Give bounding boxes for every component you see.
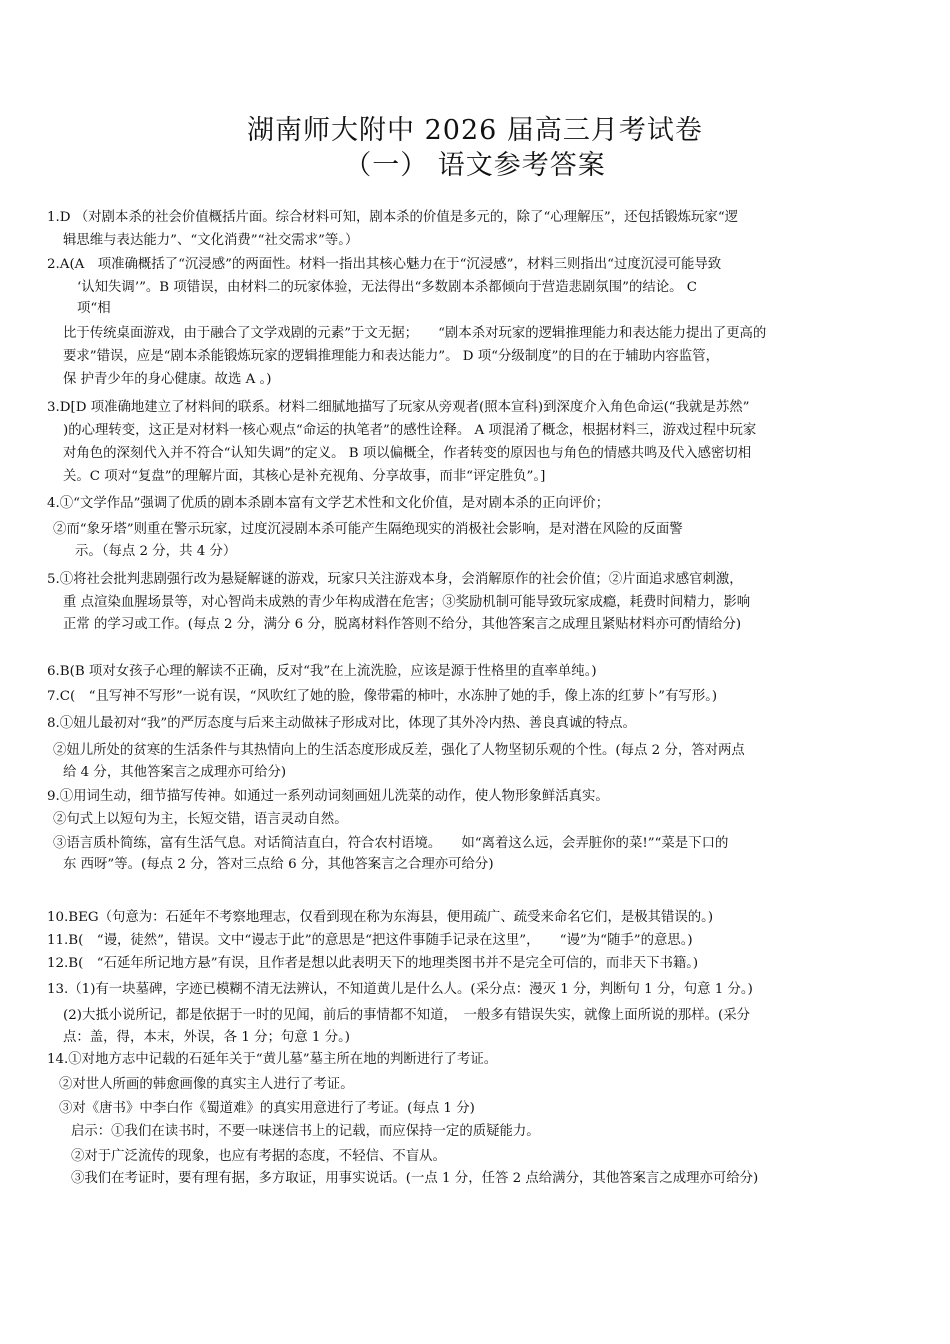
text-line: 辑思维与表达能力”、“文化消费”“社交需求”等。）: [63, 233, 359, 248]
text-line: 7.C( “且写神不写形”一说有误，“风吹红了她的脸，像带霜的柿叶，水冻肿了她的手，像上冻的红萝卜”有写形。): [47, 689, 718, 704]
text-line: 项“相: [77, 301, 111, 316]
text-line: ‘认知失调’”。B 项错误，由材料二的玩家体验，无法得出“多数剧本杀都倾向于营造悲剧氛围”的结论。 C: [77, 280, 698, 295]
text-line: 6.B(B 项对女孩子心理的解读不正确，反对“我”在上流洗脸，应该是源于性格里的直率单纯。): [47, 664, 597, 679]
text-line: ③语言质朴简练，富有生活气息。对话简洁直白，符合农村语境。 如“离着这么远，会弄脏你的菜!”“菜是下口的: [53, 836, 729, 851]
text-line: 点：盖，得，本末，外误，各 1 分；句意 1 分。): [63, 1030, 351, 1045]
text-line: 13.（1)有一块墓碑，字迹已模糊不清无法辨认，不知道黄儿是什么人。(采分点：漫灭 1 分，判断句 1 分，句意 1 分。): [47, 982, 753, 997]
text-line: 8.①妞儿最初对“我”的严厉态度与后来主动做袜子形成对比，体现了其外冷内热、善良真诚的特点。: [47, 716, 636, 731]
text-line: ②对于广泛流传的现象，也应有考据的态度，不轻信、不盲从。: [71, 1149, 446, 1164]
text-line: ③我们在考证时，要有理有据，多方取证，用事实说话。(一点 1 分，任答 2 点给满分，其他答案言之成理亦可给分): [71, 1171, 759, 1186]
text-line: ②妞儿所处的贫寒的生活条件与其热情向上的生活态度形成反差，强化了人物坚韧乐观的个性。(每点 2 分，答对两点: [53, 743, 745, 758]
text-line: ②句式上以短句为主，长短交错，语言灵动自然。: [53, 812, 348, 827]
text-line: 给 4 分，其他答案言之成理亦可给分): [63, 765, 287, 780]
text-line: 4.①“文学作品”强调了优质的剧本杀剧本富有文学艺术性和文化价值，是对剧本杀的正向评价；: [47, 496, 610, 511]
text-line: 比于传统桌面游戏，由于融合了文学戏剧的元素”于文无据； “剧本杀对玩家的逻辑推理能力和表达能力提出了更高的: [63, 326, 767, 341]
text-line: 正常 的学习或工作。(每点 2 分，满分 6 分，脱离材料作答则不给分，其他答案言之成理且紧贴材料亦可酌情给分): [63, 617, 742, 632]
text-line: (2)大抵小说所记，都是依据于一时的见闻，前后的事情都不知道， 一般多有错误失实，就像上面所说的那样。(采分: [63, 1008, 751, 1023]
text-line: ③对《唐书》中李白作《蜀道难》的真实用意进行了考证。(每点 1 分): [59, 1101, 475, 1116]
text-line: 对角色的深刻代入并不符合“认知失调”的定义。 B 项以偏概全，作者转变的原因也与角色的情感共鸣及代入感密切相: [63, 446, 752, 461]
text-line: 1.D （对剧本杀的社会价值概括片面。综合材料可知，剧本杀的价值是多元的，除了“心理解压”，还包括锻炼玩家“逻: [47, 210, 739, 225]
text-line: 10.BEG（句意为：石延年不考察地理志，仅看到现在称为东海县，便用疏广、疏受来命名它们，是极其错误的。): [47, 910, 714, 925]
text-line: )的心理转变，这正是对材料一核心观点“命运的执笔者”的感性诠释。 A 项混淆了概念，根据材料三，游戏过程中玩家: [63, 423, 757, 438]
text-line: 12.B( “石延年所记地方悬”有误，且作者是想以此表明天下的地理类图书并不是完全可信的，而非天下书籍。): [47, 956, 699, 971]
text-line: 3.D[D 项准确地建立了材料间的联系。材料二细腻地描写了玩家从旁观者(照本宣科)到深度介入角色命运(“我就是苏然”: [47, 400, 750, 415]
text-line: 重 点渲染血腥场景等，对心智尚未成熟的青少年构成潜在危害；③奖励机制可能导致玩家成瘾，耗费时间精力，影响: [63, 595, 751, 610]
text-line: 启示：①我们在读书时，不要一味迷信书上的记载，而应保持一定的质疑能力。: [71, 1124, 540, 1139]
text-line: 示。（每点 2 分，共 4 分）: [75, 544, 237, 559]
text-line: 9.①用词生动，细节描写传神。如通过一系列动词刻画妞儿洗菜的动作，使人物形象鲜活真实。: [47, 789, 609, 804]
text-line: ②而“象牙塔”则重在警示玩家，过度沉浸剧本杀可能产生隔绝现实的消极社会影响，是对潜在风险的反面警: [53, 522, 683, 537]
document-title-line-1: 湖南师大附中 2026 届高三月考试卷: [247, 115, 703, 146]
text-line: 要求”错误，应是“剧本杀能锻炼玩家的逻辑推理能力和表达能力”。 D 项“分级制度”的目的在于辅助内容监管，: [63, 349, 720, 364]
text-line: 保 护青少年的身心健康。故选 A 。): [63, 372, 272, 387]
text-line: 11.B( “谩，徒然”，错误。文中“谩志于此”的意思是“把这件事随手记录在这里”， “谩”为“随手”的意思。): [47, 933, 693, 948]
document-title-line-2: （一） 语文参考答案: [344, 150, 606, 181]
text-line: 东 西呀”等。(每点 2 分，答对三点给 6 分，其他答案言之合理亦可给分): [63, 857, 494, 872]
text-line: 关。C 项对“复盘”的理解片面，其核心是补充视角、分享故事，而非“评定胜负”。]: [63, 469, 546, 484]
text-line: 14.①对地方志中记载的石延年关于“黄儿墓”墓主所在地的判断进行了考证。: [47, 1052, 498, 1067]
text-line: 2.A(A 项准确概括了“沉浸感”的两面性。材料一指出其核心魅力在于“沉浸感”，材料三则指出“过度沉浸可能导致: [47, 257, 722, 272]
text-line: 5.①将社会批判悲剧强行改为悬疑解谜的游戏，玩家只关注游戏本身，会消解原作的社会价值；②片面追求感官刺激，: [47, 572, 743, 587]
text-line: ②对世人所画的韩愈画像的真实主人进行了考证。: [59, 1077, 354, 1092]
